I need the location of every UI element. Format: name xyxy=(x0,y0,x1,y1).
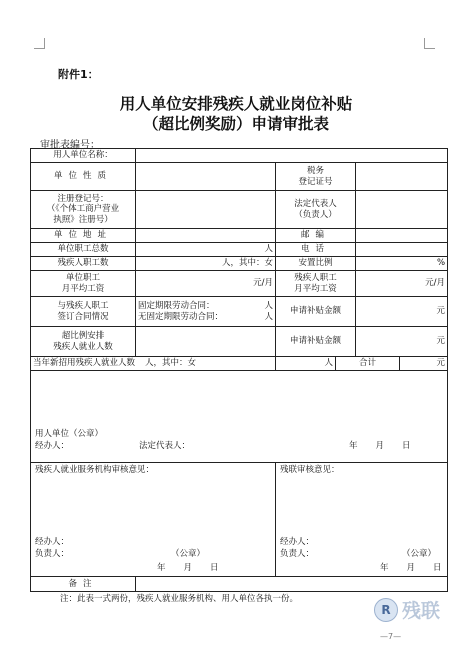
tax-registration-label: 税务 登记证号 xyxy=(276,163,356,191)
new-hires-row: 当年新招用残疾人就业人数 人，其中：女 xyxy=(31,357,276,371)
placement-ratio-field[interactable]: % xyxy=(356,257,448,271)
reward-amount-field[interactable]: 元 xyxy=(356,327,448,357)
average-wage-label: 单位职工 月平均工资 xyxy=(31,271,136,297)
placement-ratio-label: 安置比例 xyxy=(276,257,356,271)
page-number: —7— xyxy=(380,632,402,641)
employer-handler-label: 经办人： xyxy=(35,441,70,451)
disabled-staff-field[interactable]: 人，其中：女 xyxy=(136,257,276,271)
over-ratio-label: 超比例安排 残疾人就业人数 xyxy=(31,327,136,357)
disabled-average-wage-field[interactable]: 元/月 xyxy=(356,271,448,297)
agency-seal: （公章） xyxy=(171,549,206,559)
legal-representative-label: 法定代表人 （负责人） xyxy=(276,191,356,229)
crop-mark-top-left xyxy=(34,38,45,49)
over-ratio-field[interactable] xyxy=(136,327,276,357)
agency-opinion-label: 残疾人就业服务机构审核意见： xyxy=(35,465,155,475)
total-staff-field[interactable]: 人 xyxy=(136,243,276,257)
subsidy-amount-label: 申请补贴金额 xyxy=(276,297,356,327)
address-field[interactable] xyxy=(136,229,276,243)
federation-responsible-label: 负责人： xyxy=(280,549,315,559)
reward-amount-label: 申请补贴金额 xyxy=(276,327,356,357)
average-wage-field[interactable]: 元/月 xyxy=(136,271,276,297)
agency-responsible-label: 负责人： xyxy=(35,549,70,559)
registration-number-label: 注册登记号： （《个体工商户营业 执照》注册号） xyxy=(31,191,136,229)
employer-name-label: 用人单位名称： xyxy=(31,149,136,163)
contract-status-label: 与残疾人职工 签订合同情况 xyxy=(31,297,136,327)
contract-status-field[interactable] xyxy=(136,297,276,327)
page-title: 用人单位安排残疾人就业岗位补贴 xyxy=(119,95,353,113)
federation-review-area[interactable] xyxy=(276,463,448,577)
remarks-field[interactable] xyxy=(136,577,448,592)
open-term-contract: 无固定期限劳动合同： 人 xyxy=(138,311,273,322)
federation-logo-icon: R xyxy=(374,598,398,622)
unit-nature-label: 单位性质 xyxy=(31,163,136,191)
agency-handler-label: 经办人： xyxy=(35,537,70,547)
total-staff-label: 单位职工总数 xyxy=(31,243,136,257)
phone-field[interactable] xyxy=(356,243,448,257)
serial-number-label: 审批表编号： xyxy=(40,140,100,151)
agency-review-area[interactable] xyxy=(31,463,276,577)
total-label: 合计 xyxy=(336,357,400,371)
employer-date: 年 月 日 xyxy=(349,441,411,451)
attachment-label: 附件1： xyxy=(58,68,99,81)
subsidy-amount-field[interactable]: 元 xyxy=(356,297,448,327)
watermark-text: 残联 xyxy=(402,600,441,622)
registration-number-field[interactable] xyxy=(136,191,276,229)
postcode-label: 邮编 xyxy=(276,229,356,243)
unit-nature-field[interactable] xyxy=(136,163,276,191)
federation-date: 年 月 日 xyxy=(380,563,442,573)
watermark xyxy=(374,596,440,623)
application-form-table xyxy=(30,148,448,592)
disabled-staff-label: 残疾人职工数 xyxy=(31,257,136,271)
employer-seal-label: 用人单位（公章） xyxy=(35,429,104,439)
crop-mark-top-right xyxy=(424,38,435,49)
federation-opinion-label: 残联审核意见： xyxy=(280,465,340,475)
employer-legal-rep-label: 法定代表人： xyxy=(139,441,191,451)
disabled-average-wage-label: 残疾人职工 月平均工资 xyxy=(276,271,356,297)
legal-representative-field[interactable] xyxy=(356,191,448,229)
employer-declaration-area[interactable] xyxy=(31,371,448,463)
phone-label: 电话 xyxy=(276,243,356,257)
federation-seal: （公章） xyxy=(402,549,437,559)
total-field[interactable]: 元 xyxy=(400,357,448,371)
address-label: 单位地址 xyxy=(31,229,136,243)
tax-registration-field[interactable] xyxy=(356,163,448,191)
postcode-field[interactable] xyxy=(356,229,448,243)
remarks-label: 备注 xyxy=(31,577,136,592)
agency-date: 年 月 日 xyxy=(157,563,219,573)
new-hires-female-field[interactable]: 人 xyxy=(276,357,336,371)
page-subtitle: （超比例奖励）申请审批表 xyxy=(142,115,329,133)
employer-name-field[interactable] xyxy=(136,149,448,163)
footnote: 注：此表一式两份，残疾人就业服务机构、用人单位各执一份。 xyxy=(60,594,299,604)
federation-handler-label: 经办人： xyxy=(280,537,315,547)
fixed-term-contract: 固定期限劳动合同： 人 xyxy=(138,300,273,311)
